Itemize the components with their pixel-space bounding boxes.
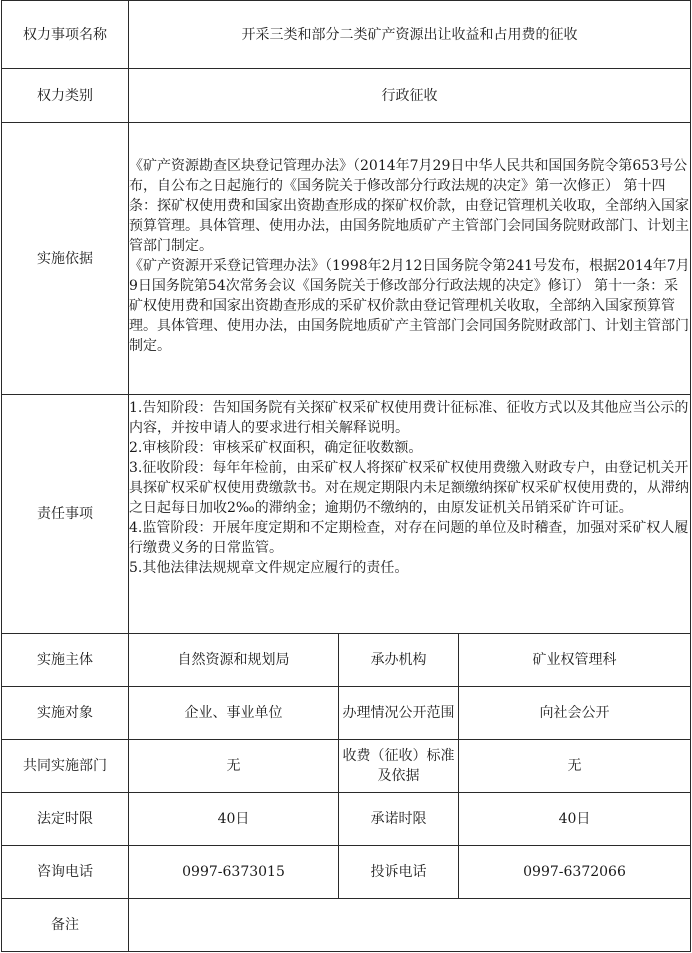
row-basis bbox=[2, 123, 691, 395]
joint-department-value: 无 bbox=[129, 740, 339, 793]
item-name-label: 权力事项名称 bbox=[2, 1, 129, 69]
handling-agency-value: 矿业权管理科 bbox=[459, 634, 691, 687]
inquiry-phone-label: 咨询电话 bbox=[2, 846, 129, 899]
item-name-value: 开采三类和部分二类矿产资源出让收益和占用费的征收 bbox=[129, 1, 691, 69]
disclosure-scope-value: 向社会公开 bbox=[459, 687, 691, 740]
category-value: 行政征收 bbox=[129, 69, 691, 123]
basis-label: 实施依据 bbox=[2, 123, 129, 395]
subject-label: 实施主体 bbox=[2, 634, 129, 687]
row-item-name bbox=[2, 1, 691, 69]
handling-agency-label: 承办机构 bbox=[339, 634, 459, 687]
responsibility-text: 1.告知阶段：告知国务院有关探矿权采矿权使用费计征标准、征收方式以及其他应当公示的内容，并按申请人的要求进行相关解释说明。 2.审核阶段：审核采矿权面积，确定征收数额。 3.征收阶段：每年年检前，由采矿权人将探矿权采矿权使用费缴入财政专户，由登记机关开具探矿权采矿权使用费缴款书。对在规定期限内未足额缴纳探矿权采矿权使用费的，从滞纳之日起每日加收2‰的滞纳金；逾期仍不缴纳的，由原发证机关吊销采矿许可证。 4.监管阶段：开展年度定期和不定期检查，对存在问题的单位及时稽查，加强对采矿权人履行缴费义务的日常监管。 5.其他法律法规规章文件规定应履行的责任。 bbox=[129, 395, 691, 634]
target-value: 企业、事业单位 bbox=[129, 687, 339, 740]
complaint-phone-label: 投诉电话 bbox=[339, 846, 459, 899]
row-phone bbox=[2, 846, 691, 899]
legal-deadline-value: 40日 bbox=[129, 793, 339, 846]
row-joint-department bbox=[2, 740, 691, 793]
row-target bbox=[2, 687, 691, 740]
row-remark bbox=[2, 899, 691, 952]
complaint-phone-value: 0997-6372066 bbox=[459, 846, 691, 899]
target-label: 实施对象 bbox=[2, 687, 129, 740]
fee-standard-value: 无 bbox=[459, 740, 691, 793]
subject-value: 自然资源和规划局 bbox=[129, 634, 339, 687]
disclosure-scope-label: 办理情况公开范围 bbox=[339, 687, 459, 740]
power-item-table bbox=[1, 0, 691, 952]
legal-deadline-label: 法定时限 bbox=[2, 793, 129, 846]
row-category bbox=[2, 69, 691, 123]
basis-text: 《矿产资源勘查区块登记管理办法》（2014年7月29日中华人民共和国国务院令第653号公布，自公布之日起施行的《国务院关于修改部分行政法规的决定》第一次修正） 第十四条：探矿权使用费和国家出资勘查形成的探矿权价款，由登记管理机关收取，全部纳入国家预算管理。具体管理、使用办法，由国务院地质矿产主管部门会同国务院财政部门、计划主管部门制定。 《矿产资源开采登记管理办法》（1998年2月12日国务院令第241号发布，根据2014年7月9日国务院第54次常务会议《国务院关于修改部分行政法规的决定》修订） 第十一条：采矿权使用费和国家出资勘查形成的采矿权价款由登记管理机关收取，全部纳入国家预算管理。具体管理、使用办法，由国务院地质矿产主管部门会同国务院财政部门、计划主管部门制定。 bbox=[129, 123, 691, 395]
inquiry-phone-value: 0997-6373015 bbox=[129, 846, 339, 899]
promised-deadline-label: 承诺时限 bbox=[339, 793, 459, 846]
row-subject bbox=[2, 634, 691, 687]
category-label: 权力类别 bbox=[2, 69, 129, 123]
remark-value bbox=[129, 899, 691, 952]
joint-department-label: 共同实施部门 bbox=[2, 740, 129, 793]
fee-standard-label: 收费（征收）标准及依据 bbox=[339, 740, 459, 793]
row-deadline bbox=[2, 793, 691, 846]
remark-label: 备注 bbox=[2, 899, 129, 952]
responsibility-label: 责任事项 bbox=[2, 395, 129, 634]
promised-deadline-value: 40日 bbox=[459, 793, 691, 846]
row-responsibility bbox=[2, 395, 691, 634]
